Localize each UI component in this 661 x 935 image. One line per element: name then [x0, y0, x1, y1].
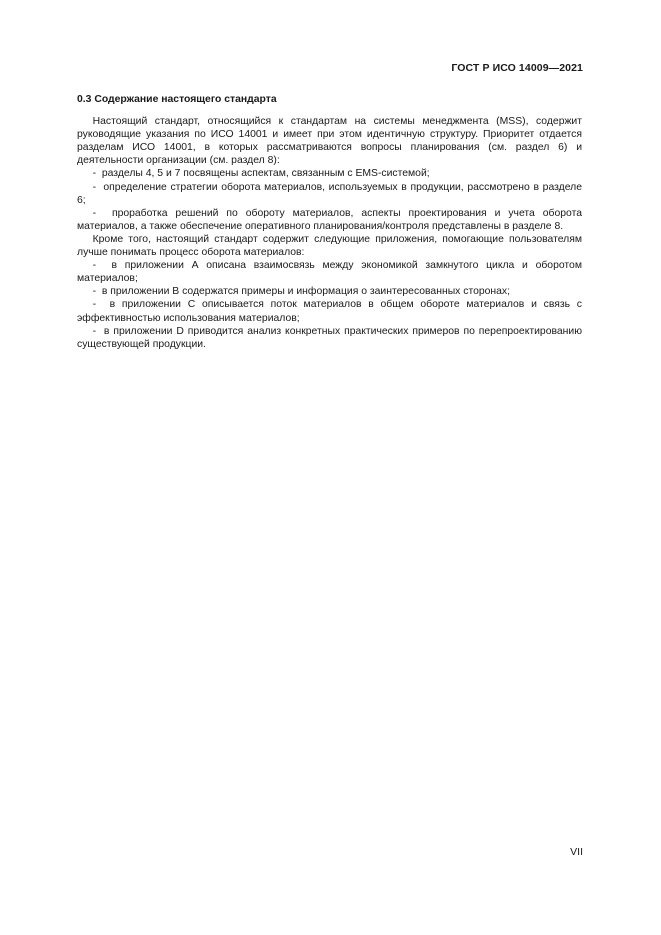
list-item: - в приложении В содержатся примеры и информация о заинтересованных сторонах; — [92, 286, 511, 298]
intro-paragraph — [77, 115, 582, 167]
page-number: VII — [570, 846, 583, 858]
page-content — [77, 93, 582, 351]
list-item-text: разделы 4, 5 и 7 посвящены аспектам, связанным с EMS-системой; — [101, 168, 430, 180]
annex-intro-paragraph — [77, 233, 582, 259]
list-item: - в приложении А описана взаимосвязь между экономикой замкнутого цикла и оборотом материалов; — [77, 260, 582, 285]
list-item: - определение стратегии оборота материалов, используемых в продукции, рассмотрено в разделе 6; — [77, 181, 582, 206]
list-item: - в приложении D приводится анализ конкретных практических примеров по перепроектированию существующей продукции. — [77, 325, 582, 350]
list-item: - разделы 4, 5 и 7 посвящены аспектам, связанным с EMS-системой; — [92, 168, 430, 180]
list-item: - проработка решений по обороту материалов, аспекты проектирования и учета оборота материалов, а также обеспечение оперативного планирования/контроля представлены в разделе 8. — [77, 207, 582, 232]
list-item-text: в приложении С описывается поток материалов в общем обороте материалов и связь с эффективностью использования материалов; — [77, 299, 582, 324]
list-item-text: проработка решений по обороту материалов, аспекты проектирования и учета оборота материалов, а также обеспечение оперативного планирования/контроля представлены в разделе 8. — [77, 207, 582, 232]
intro-text: Настоящий стандарт, относящийся к стандартам на системы менеджмента (MSS), содержит руководящие указания по ИСО 14001 и имеет при этом идентичную структуру. Приоритет отдается разделам ИСО 14001, в которых рассматриваются вопросы планирования (см. раздел 6) и деятельности организации (см. раздел 8): — [77, 116, 582, 167]
list-item-text: в приложении D приводится анализ конкретных практических примеров по перепроектированию существующей продукции. — [77, 325, 582, 350]
list-item-text: определение стратегии оборота материалов, используемых в продукции, рассмотрено в разделе 6; — [77, 181, 582, 206]
list-item: - в приложении С описывается поток материалов в общем обороте материалов и связь с эффективностью использования материалов; — [77, 299, 582, 324]
section-title: 0.3 Содержание настоящего стандарта — [77, 94, 277, 105]
list-item-text: в приложении А описана взаимосвязь между экономикой замкнутого цикла и оборотом материалов; — [77, 260, 582, 285]
annex-intro-text: Кроме того, настоящий стандарт содержит следующие приложения, помогающие пользователям лучше понимать процесс оборота материалов: — [77, 233, 582, 259]
document-code: ГОСТ Р ИСО 14009—2021 — [451, 62, 583, 74]
list-item-text: в приложении В содержатся примеры и информация о заинтересованных сторонах; — [101, 286, 511, 298]
